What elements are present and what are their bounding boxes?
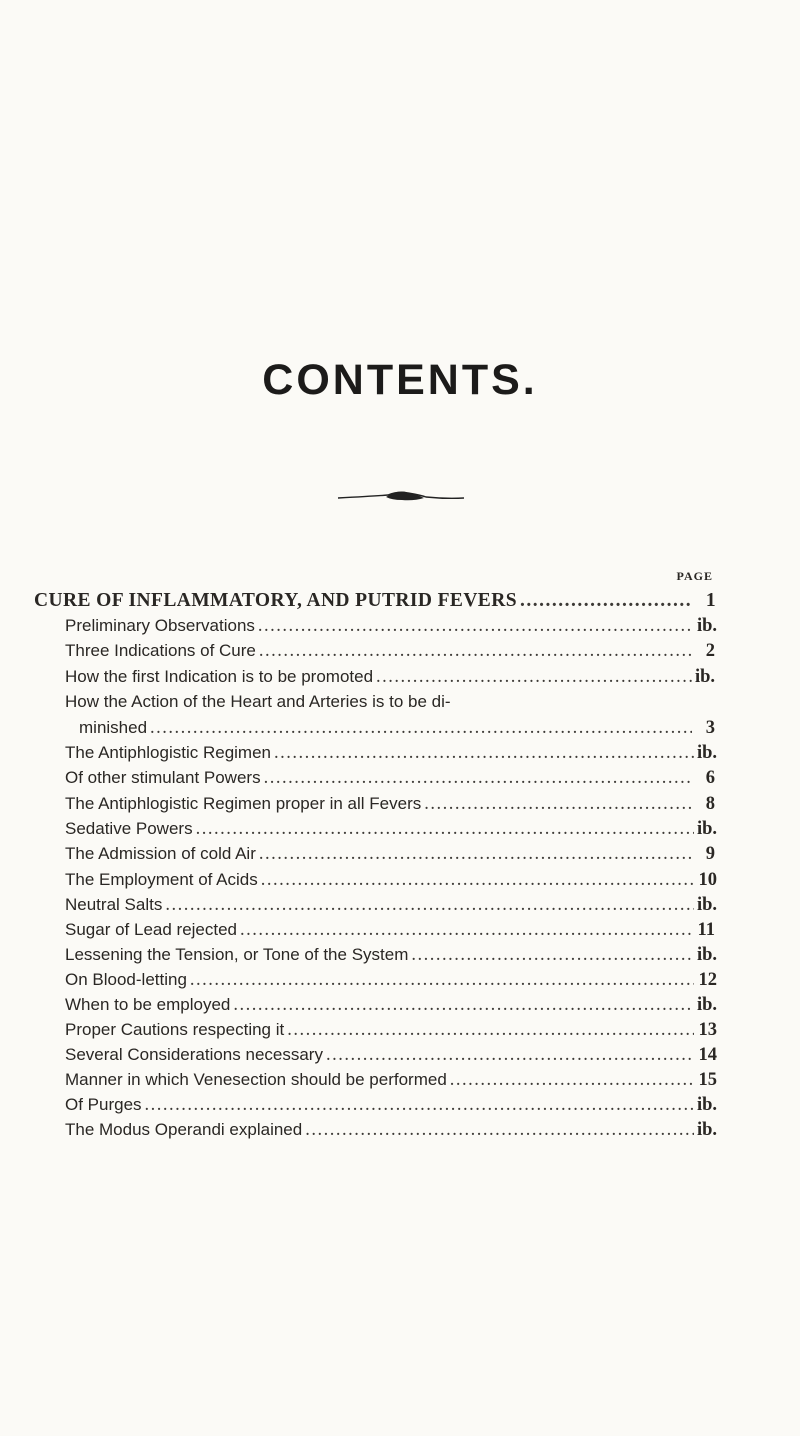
toc-leader-dots [450, 1067, 694, 1093]
toc-leader-dots [411, 942, 694, 968]
toc-entry-label: Manner in which Venesection should be performed [65, 1070, 447, 1089]
toc-entry-label: On Blood-letting [65, 970, 187, 989]
toc-entry [65, 967, 717, 993]
toc-entry-page: 15 [698, 1070, 717, 1090]
toc-entry [65, 992, 717, 1018]
toc-entry-page: ib. [696, 819, 717, 839]
toc-entry-label: Of other stimulant Powers [65, 768, 261, 787]
toc-entry-page: 1 [705, 590, 716, 611]
toc-entry-page: 14 [698, 1045, 717, 1065]
toc-entry-continuation [79, 715, 715, 741]
toc-leader-dots [165, 892, 694, 918]
toc-entry-page: ib. [696, 1120, 717, 1140]
toc-entry-label: Three Indications of Cure [65, 641, 256, 660]
page-title: CONTENTS. [262, 356, 538, 404]
toc-entry [65, 1042, 717, 1068]
toc-entry-label: The Employment of Acids [65, 870, 258, 889]
toc-leader-dots [520, 588, 693, 614]
toc-leader-dots [190, 967, 694, 993]
toc-entry-label: How the Action of the Heart and Arteries is to be di- [65, 692, 451, 711]
toc-entry [65, 689, 717, 715]
toc-entry-page: ib. [696, 1095, 717, 1115]
toc-entry-page: 3 [705, 718, 715, 738]
toc-leader-dots [264, 765, 692, 791]
toc-entry-label: Of Purges [65, 1095, 142, 1114]
toc-entry [65, 791, 715, 817]
toc-entry-label: Preliminary Observations [65, 616, 255, 635]
toc-entry-page: ib. [694, 667, 715, 687]
toc-entry [65, 638, 715, 664]
toc-entry-label: When to be employed [65, 995, 231, 1014]
toc-entry-label: How the first Indication is to be promoted [65, 667, 374, 686]
toc-entry-page: ib. [696, 743, 717, 763]
toc-entry [65, 841, 715, 867]
toc-entry-page: ib. [696, 995, 717, 1015]
toc-entry-label: Neutral Salts [65, 895, 163, 914]
toc-entry-label: Proper Cautions respecting it [65, 1020, 285, 1039]
toc-entry-label: The Antiphlogistic Regimen proper in all Fevers [65, 794, 422, 813]
toc-entry [65, 613, 717, 639]
toc-leader-dots [145, 1092, 694, 1118]
toc-entry-label: Sedative Powers [65, 819, 193, 838]
toc-leader-dots [196, 816, 694, 842]
toc-leader-dots [240, 917, 692, 943]
toc-entry [65, 892, 717, 918]
toc-entry [65, 1092, 717, 1118]
toc-entry [65, 816, 717, 842]
toc-entry [65, 1067, 717, 1093]
toc-entry-page: 6 [705, 768, 715, 788]
toc-entry-page: 8 [705, 794, 715, 814]
toc-leader-dots [376, 664, 692, 690]
toc-leader-dots [259, 638, 692, 664]
toc-entry-page: ib. [696, 616, 717, 636]
toc-entry [65, 765, 715, 791]
toc-leader-dots [274, 740, 694, 766]
toc-entry [65, 917, 715, 943]
toc-entry-label: The Modus Operandi explained [65, 1120, 303, 1139]
toc-entry-page: 2 [705, 641, 715, 661]
toc-entry-label: The Antiphlogistic Regimen [65, 743, 272, 762]
toc-entry-label: minished [79, 718, 148, 737]
toc-leader-dots [150, 715, 692, 741]
toc-entry-label: Lessening the Tension, or Tone of the System [65, 945, 409, 964]
toc-leader-dots [424, 791, 692, 817]
toc-leader-dots [233, 992, 694, 1018]
toc-entry-page: ib. [696, 945, 717, 965]
page-column-header: PAGE [676, 569, 713, 583]
toc-leader-dots [258, 613, 694, 639]
toc-entry-page: ib. [696, 895, 717, 915]
toc-entry-label: CURE OF INFLAMMATORY, AND PUTRID FEVERS [34, 590, 517, 611]
toc-entry [65, 740, 717, 766]
toc-leader-dots [287, 1017, 694, 1043]
toc-entry-page: 11 [697, 920, 715, 940]
toc-entry [65, 867, 717, 893]
toc-entry-page: 13 [698, 1020, 717, 1040]
ornament-divider-icon [336, 490, 466, 504]
toc-entry-label: Sugar of Lead rejected [65, 920, 238, 939]
toc-leader-dots [261, 867, 694, 893]
toc-leader-dots [326, 1042, 694, 1068]
toc-entry-page: 9 [705, 844, 715, 864]
toc-entry-page: 12 [698, 970, 717, 990]
toc-entry [65, 1117, 717, 1143]
toc-leader-dots [305, 1117, 694, 1143]
toc-main-heading [34, 588, 716, 614]
toc-entry [65, 942, 717, 968]
toc-entry-page: 10 [698, 870, 717, 890]
toc-leader-dots [259, 841, 692, 867]
toc-entry [65, 664, 715, 690]
toc-entry-label: Several Considerations necessary [65, 1045, 323, 1064]
toc-entry-label: The Admission of cold Air [65, 844, 256, 863]
toc-entry [65, 1017, 717, 1043]
